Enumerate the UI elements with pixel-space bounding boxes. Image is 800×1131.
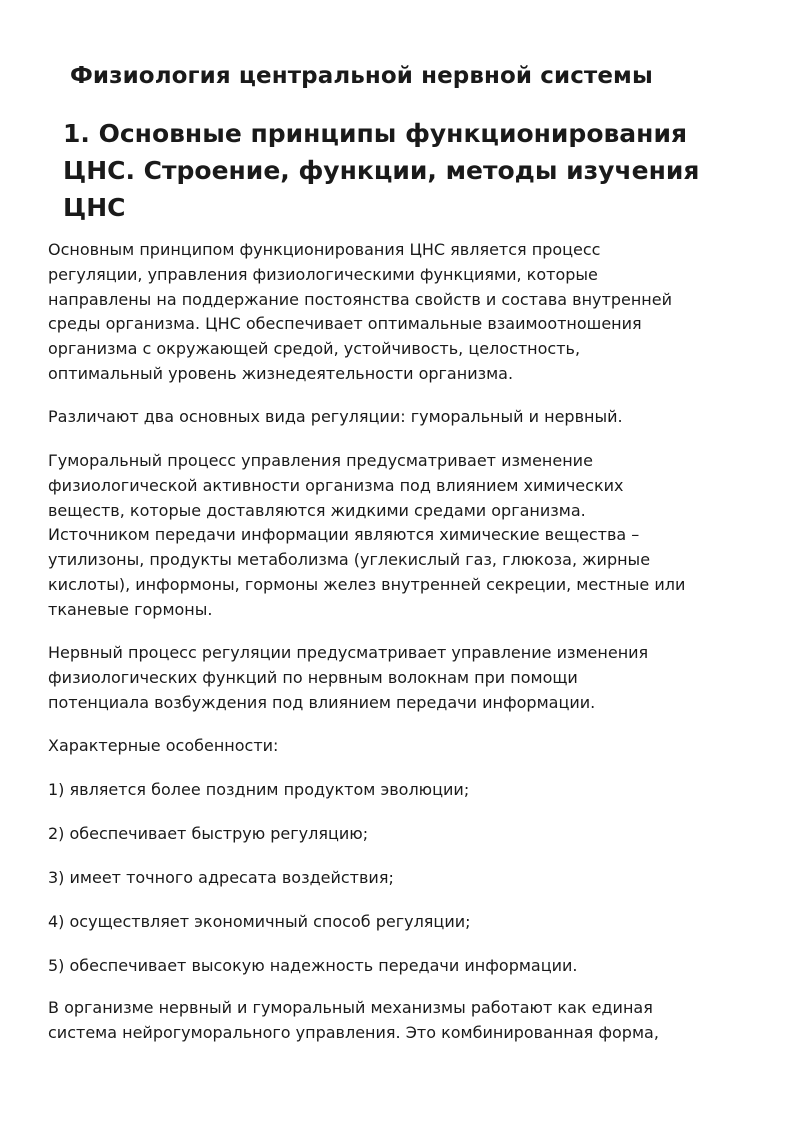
section-heading: 1. Основные принципы функционирования ЦНС. Строение, функции, методы изучения ЦНС [63,119,700,222]
list-item-feature-4: 4) осуществляет экономичный способ регуляции; [48,912,471,931]
list-item-feature-5: 5) обеспечивает высокую надежность передачи информации. [48,956,578,975]
paragraph-regulation-principle: Основным принципом функционирования ЦНС является процесс регуляции, управления физиологическими функциями, которые направлены на поддержание постоянства свойств и состава внутренней среды организма. ЦНС обеспечивает оптимальные взаимоотношения организма с окружающей средой, устойчивость, целостность, оптимальный уровень жизнедеятельности организма. [48,240,672,383]
document-title: Физиология центральной нервной системы [70,63,653,89]
paragraph-features-heading: Характерные особенности: [48,736,279,755]
paragraph-humoral-regulation: Гуморальный процесс управления предусматривает изменение физиологической активности организма под влиянием химических веществ, которые доставляются жидкими средами организма. Источником передачи информации являются химические вещества – утилизоны, продукты метаболизма (углекислый газ, глюкоза, жирные кислоты), информоны, гормоны желез внутренней секреции, местные или тканевые гормоны. [48,451,686,619]
list-item-feature-3: 3) имеет точного адресата воздействия; [48,868,394,887]
list-item-feature-2: 2) обеспечивает быструю регуляцию; [48,824,369,843]
paragraph-regulation-types: Различают два основных вида регуляции: гуморальный и нервный. [48,407,623,426]
paragraph-nervous-regulation: Нервный процесс регуляции предусматривает управление изменения физиологических функций по нервным волокнам при помощи потенциала возбуждения под влиянием передачи информации. [48,643,649,712]
paragraph-neurohumoral-system: В организме нервный и гуморальный механизмы работают как единая система нейрогуморального управления. Это комбинированная форма, [48,998,659,1042]
list-item-feature-1: 1) является более поздним продуктом эволюции; [48,780,470,799]
